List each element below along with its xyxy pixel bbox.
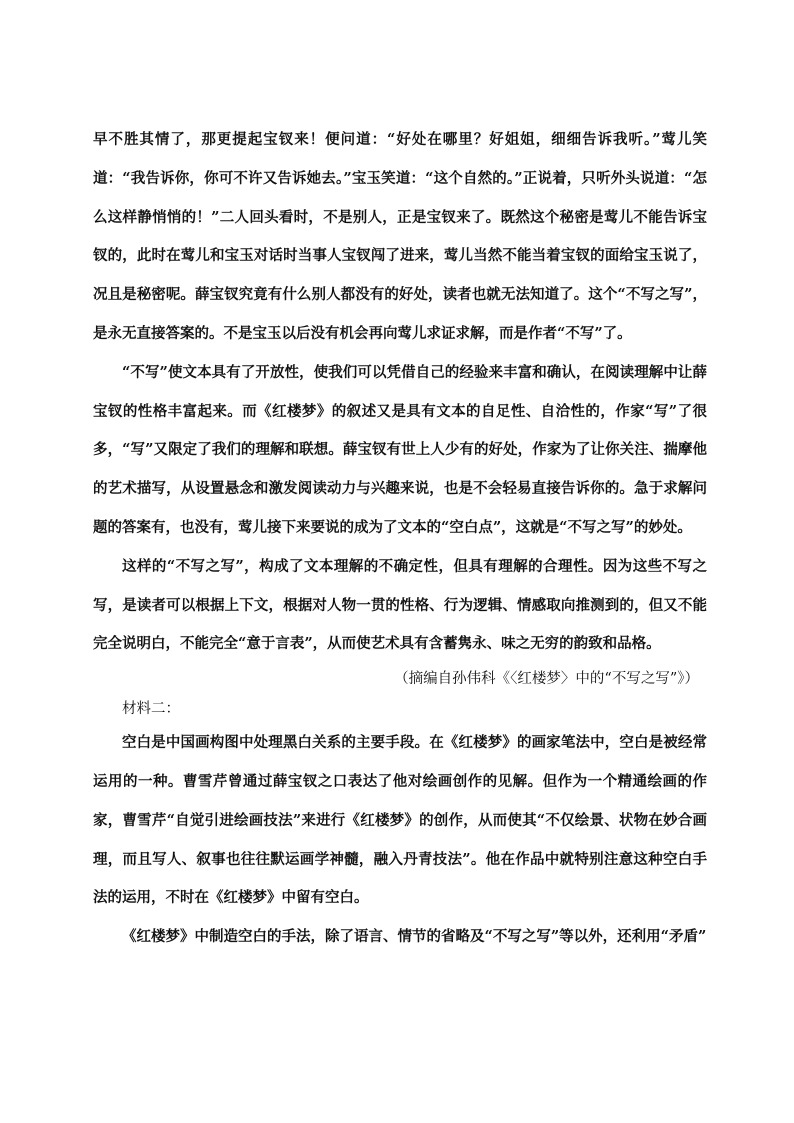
material-two-heading: 材料二： [122,701,180,718]
material-two-paragraph-2: 《红楼梦》中制造空白的手法，除了语言、情节的省略及“不写之写”等以外，还利用“矛盾” [122,928,707,946]
source-citation: （摘编自孙伟科《〈红楼梦〉中的“不写之写”》） [394,671,699,688]
paragraph-1: 早不胜其情了，那更提起宝钗来！便问道：“好处在哪里？好姐姐，细细告诉我听。”莺儿笑道：“我告诉你，你可不许又告诉她去。”宝玉笑道：“这个自然的。”正说着，只听外头说道：“怎么这样静悄悄的！”二人回头看时，不是别人，正是宝钗来了。既然这个秘密是莺儿不能告诉宝钗的，此时在莺儿和宝玉对话时当事人宝钗闯了进来，莺儿当然不能当着宝钗的面给宝玉说了，况且是秘密呢。薛宝钗究竟有什么别人都没有的好处，读者也就无法知道了。这个“不写之写”，是永无直接答案的。不是宝玉以后没有机会再向莺儿求证求解，而是作者“不写”了。 [93,131,707,342]
document-page [93,121,707,957]
paragraph-3: 这样的“不写之写”，构成了文本理解的不确定性，但具有理解的合理性。因为这些不写之写，是读者可以根据上下文，根据对人物一贯的性格、行为逻辑、情感取向推测到的，但又不能完全说明白，不能完全“意于言表”，从而使艺术具有含蓄隽永、味之无穷的韵致和品格。 [93,557,707,653]
paragraph-2: “不写”使文本具有了开放性，使我们可以凭借自己的经验来丰富和确认，在阅读理解中让薛宝钗的性格丰富起来。而《红楼梦》的叙述又是具有文本的自足性、自洽性的，作家“写”了很多，“写”又限定了我们的理解和联想。薛宝钗有世上人少有的好处，作家为了让你关注、揣摩他的艺术描写，从设置悬念和激发阅读动力与兴趣来说，也是不会轻易直接告诉你的。急于求解问题的答案有，也没有，莺儿接下来要说的成为了文本的“空白点”，这就是“不写之写”的妙处。 [93,363,707,536]
material-two-paragraph-1: 空白是中国画构图中处理黑白关系的主要手段。在《红楼梦》的画家笔法中，空白是被经常运用的一种。曹雪芹曾通过薛宝钗之口表达了他对绘画创作的见解。但作为一个精通绘画的作家，曹雪芹“自觉引进绘画技法”来进行《红楼梦》的创作，从而使其“不仅绘景、状物在妙合画理，而且写人、叙事也往往默运画学神髓，融入丹青技法”。他在作品中就特别注意这种空白手法的运用，不时在《红楼梦》中留有空白。 [93,734,707,907]
